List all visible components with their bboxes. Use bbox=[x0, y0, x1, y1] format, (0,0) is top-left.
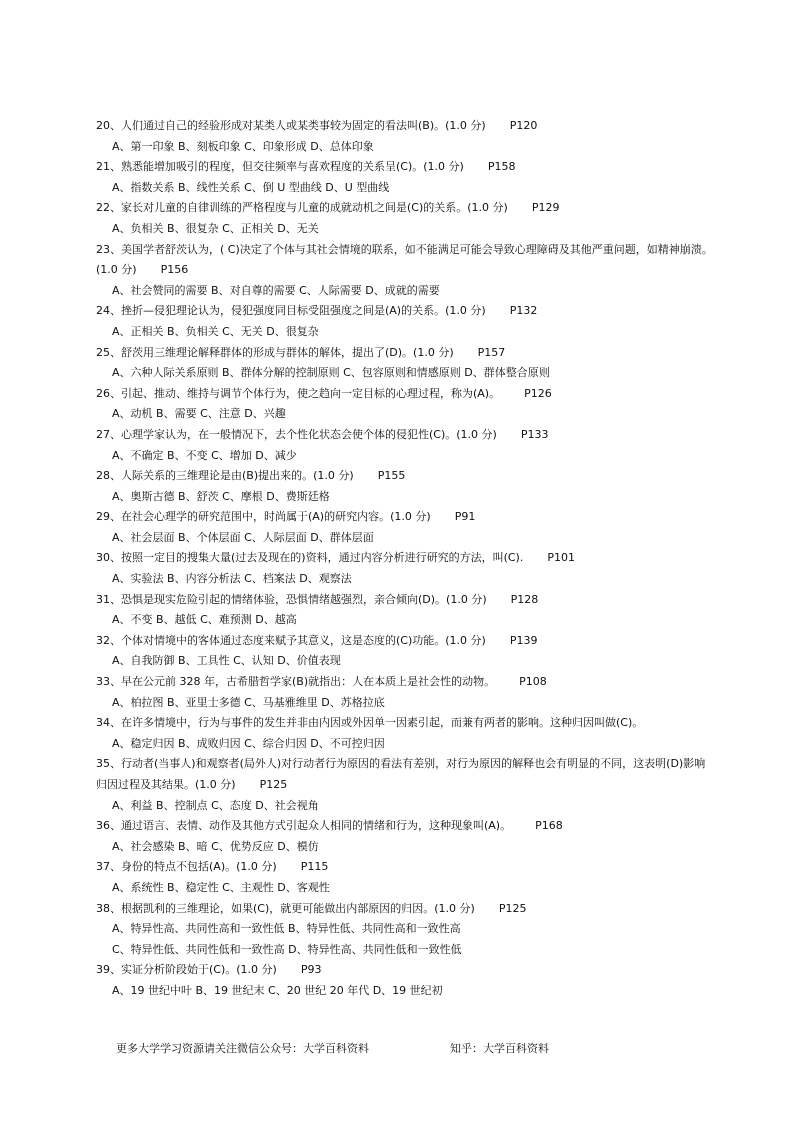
page-reference: P158 bbox=[487, 160, 516, 174]
answer-options: A、不变 B、越低 C、难预测 D、越高 bbox=[112, 613, 297, 627]
page-reference: P125 bbox=[498, 901, 527, 915]
question-text bbox=[96, 672, 716, 693]
question-stem: 28、人际关系的三维理论是由(B)提出来的。(1.0 分) bbox=[96, 469, 354, 483]
question-text bbox=[96, 631, 716, 652]
question-stem: 35、行动者(当事人)和观察者(局外人)对行动者行为原因的看法有差别，对行为原因的解释也会有明显的不同，这表明(D)影响归因过程及其结果。(1.0 分) bbox=[96, 757, 706, 791]
question-text bbox=[96, 384, 716, 405]
page-reference: P156 bbox=[160, 263, 189, 277]
page-reference: P139 bbox=[509, 633, 538, 647]
question-stem: 21、熟悉能增加吸引的程度，但交往频率与喜欢程度的关系呈(C)。(1.0 分) bbox=[96, 160, 464, 174]
answer-options: A、特异性高、共同性高和一致性低 B、特异性低、共同性高和一致性高 bbox=[112, 922, 461, 936]
answer-options: A、正相关 B、负相关 C、无关 D、很复杂 bbox=[112, 324, 319, 338]
answer-options: A、系统性 B、稳定性 C、主观性 D、客观性 bbox=[112, 880, 330, 894]
question-text bbox=[96, 754, 716, 795]
question-text bbox=[96, 899, 716, 920]
question-stem: 37、身份的特点不包括(A)。(1.0 分) bbox=[96, 860, 277, 874]
page-reference: P93 bbox=[300, 963, 322, 977]
page-reference: P120 bbox=[509, 119, 538, 132]
page-reference: P101 bbox=[547, 551, 575, 565]
answer-options: A、第一印象 B、刻板印象 C、印象形成 D、总体印象 bbox=[112, 139, 374, 153]
page-reference: P126 bbox=[524, 386, 552, 400]
question-text bbox=[96, 157, 716, 178]
question-text bbox=[96, 301, 716, 322]
question-stem: 24、挫折—侵犯理论认为，侵犯强度同目标受阻强度之间是(A)的关系。(1.0 分) bbox=[96, 304, 486, 318]
page-reference: P157 bbox=[477, 345, 506, 359]
question-stem: 36、通过语言、表情、动作及其他方式引起众人相同的情绪和行为，这种现象叫(A)。 bbox=[96, 819, 512, 833]
question-text bbox=[96, 116, 716, 137]
question-stem: 22、家长对儿童的自律训练的严格程度与儿童的成就动机之间是(C)的关系。(1.0 分) bbox=[96, 201, 508, 215]
answer-options: A、指数关系 B、线性关系 C、倒 U 型曲线 D、U 型曲线 bbox=[112, 180, 390, 194]
answer-options: A、社会感染 B、暗 C、优势反应 D、模仿 bbox=[112, 839, 319, 853]
question-stem: 39、实证分析阶段始于(C)。(1.0 分) bbox=[96, 963, 277, 977]
answer-options: A、社会层面 B、个体层面 C、人际层面 D、群体层面 bbox=[112, 530, 374, 544]
answer-options: A、负相关 B、很复杂 C、正相关 D、无关 bbox=[112, 221, 319, 235]
question-stem: 31、恐惧是现实危险引起的情绪体验，恐惧情绪越强烈，亲合倾向(D)。(1.0 分) bbox=[96, 592, 487, 606]
page-reference: P132 bbox=[509, 304, 538, 318]
question-text bbox=[96, 507, 716, 528]
answer-options: A、不确定 B、不变 C、增加 D、减少 bbox=[112, 448, 297, 462]
page-reference: P155 bbox=[377, 469, 406, 483]
question-text bbox=[96, 960, 716, 981]
question-stem: 33、早在公元前 328 年，古希腊哲学家(B)就指出：人在本质上是社会性的动物。 bbox=[96, 675, 496, 689]
question-stem: 27、心理学家认为，在一般情况下，去个性化状态会使个体的侵犯性(C)。(1.0 分) bbox=[96, 427, 497, 441]
question-text bbox=[96, 857, 716, 878]
answer-options: A、社会赞同的需要 B、对自尊的需要 C、人际需要 D、成就的需要 bbox=[112, 283, 440, 297]
question-text bbox=[96, 425, 716, 446]
answer-options: A、利益 B、控制点 C、态度 D、社会视角 bbox=[112, 798, 319, 812]
question-text bbox=[96, 240, 716, 281]
page-reference: P129 bbox=[531, 201, 560, 215]
question-stem: 30、按照一定目的搜集大量(过去及现在的)资料，通过内容分析进行研究的方法，叫(C). bbox=[96, 551, 524, 565]
answer-options: A、奥斯古德 B、舒茨 C、摩根 D、费斯廷格 bbox=[112, 489, 330, 503]
footer-zhihu-note: 知乎：大学百科资料 bbox=[450, 1042, 549, 1055]
question-text bbox=[96, 713, 716, 734]
page-reference: P168 bbox=[535, 819, 563, 833]
question-text bbox=[96, 466, 716, 487]
question-stem: 29、在社会心理学的研究范围中，时尚属于(A)的研究内容。(1.0 分) bbox=[96, 510, 431, 524]
question-stem: 25、舒茨用三维理论解释群体的形成与群体的解体，提出了(D)。(1.0 分) bbox=[96, 345, 454, 359]
question-text bbox=[96, 548, 716, 569]
question-stem: 34、在许多情境中，行为与事件的发生并非由内因或外因单一因素引起，而兼有两者的影响。这种归因叫做(C)。 bbox=[96, 716, 644, 730]
page-reference: P125 bbox=[259, 778, 288, 791]
answer-options: A、六种人际关系原则 B、群体分解的控制原则 C、包容原则和情感原则 D、群体整合原则 bbox=[112, 366, 550, 380]
answer-options: A、19 世纪中叶 B、19 世纪末 C、20 世纪 20 年代 D、19 世纪初 bbox=[112, 983, 443, 997]
answer-options: A、自我防御 B、工具性 C、认知 D、价值表现 bbox=[112, 654, 341, 668]
question-text bbox=[96, 816, 716, 837]
page-reference: P115 bbox=[300, 860, 329, 874]
question-stem: 23、美国学者舒茨认为，( C)决定了个体与其社会情境的联系，如不能满足可能会导致心理障碍及其他严重问题，如精神崩溃。(1.0 分) bbox=[96, 242, 713, 277]
question-stem: 32、个体对情境中的客体通过态度来赋予其意义，这是态度的(C)功能。(1.0 分) bbox=[96, 633, 486, 647]
answer-options: A、动机 B、需要 C、注意 D、兴趣 bbox=[112, 407, 286, 421]
answer-options: A、实验法 B、内容分析法 C、档案法 D、观察法 bbox=[112, 572, 352, 586]
question-stem: 20、人们通过自己的经验形成对某类人或某类事较为固定的看法叫(B)。(1.0 分) bbox=[96, 119, 486, 132]
answer-options: A、柏拉图 B、亚里士多德 C、马基雅维里 D、苏格拉底 bbox=[112, 695, 385, 709]
question-stem: 38、根据凯利的三维理论，如果(C)，就更可能做出内部原因的归因。(1.0 分) bbox=[96, 901, 475, 915]
question-text bbox=[96, 343, 716, 364]
page-reference: P133 bbox=[520, 427, 549, 441]
question-stem: 26、引起、推动、维持与调节个体行为，使之趋向一定目标的心理过程，称为(A)。 bbox=[96, 386, 501, 400]
question-text bbox=[96, 198, 716, 219]
page-reference: P108 bbox=[519, 675, 547, 689]
footer-wechat-note: 更多大学学习资源请关注微信公众号：大学百科资料 bbox=[116, 1042, 369, 1055]
answer-options: A、稳定归因 B、成败归因 C、综合归因 D、不可控归因 bbox=[112, 736, 385, 750]
answer-options: C、特异性低、共同性低和一致性高 D、特异性高、共同性低和一致性低 bbox=[112, 942, 462, 956]
question-list bbox=[96, 116, 716, 1002]
question-text bbox=[96, 590, 716, 611]
page-reference: P128 bbox=[510, 592, 539, 606]
page-reference: P91 bbox=[454, 510, 476, 524]
